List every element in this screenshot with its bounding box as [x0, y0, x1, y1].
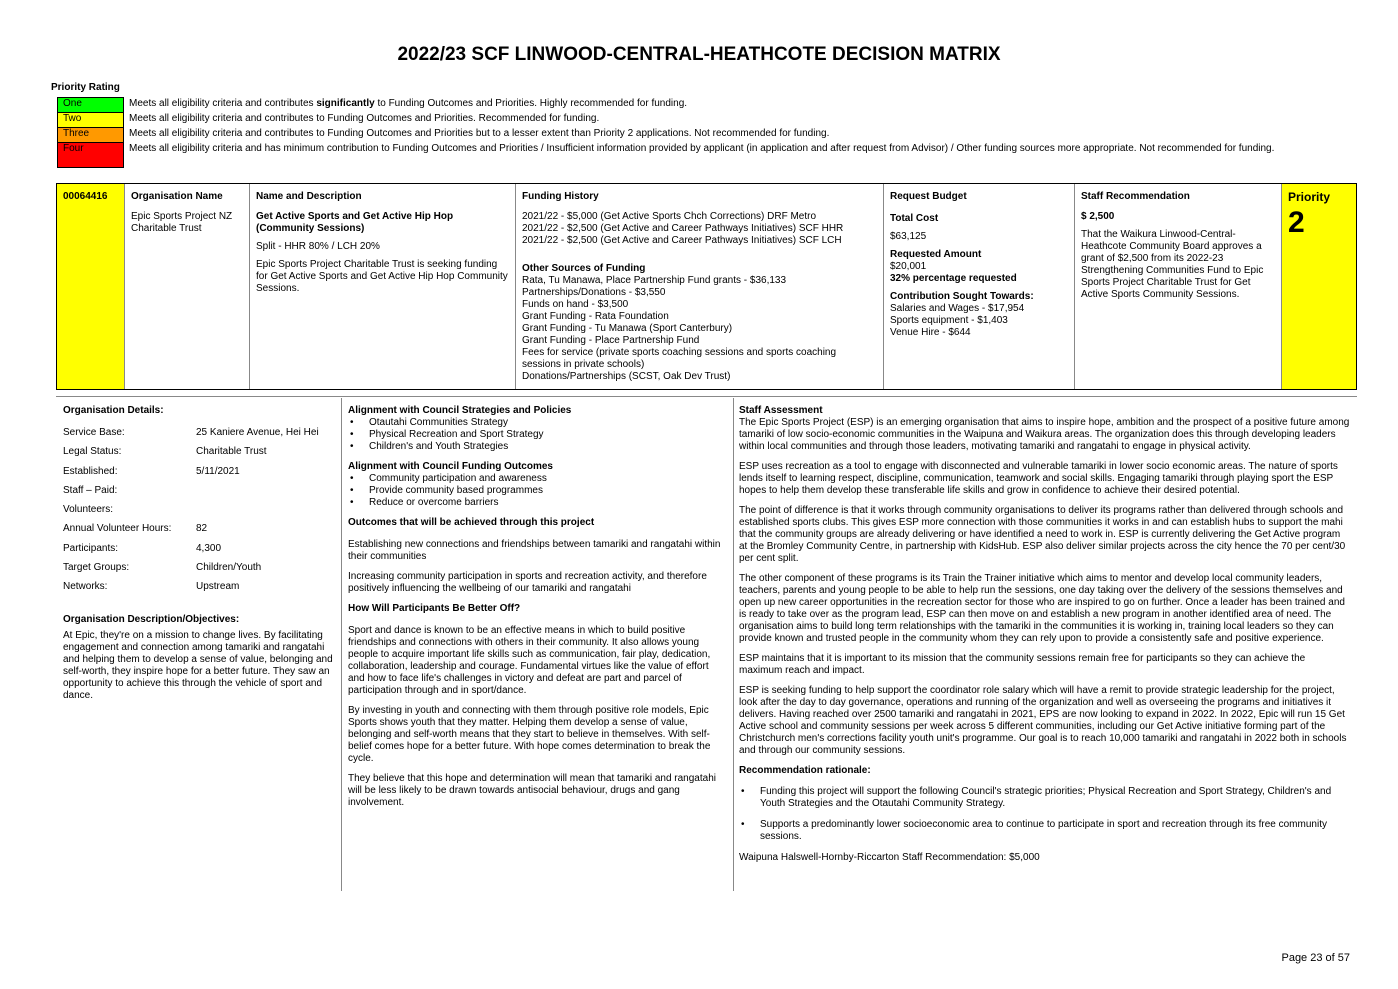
other-source-item: Grant Funding - Rata Foundation: [522, 311, 669, 322]
rationale-heading: Recommendation rationale:: [739, 765, 871, 776]
detail-row: Staff – Paid:: [63, 484, 118, 496]
application-id: 00064416: [57, 184, 125, 389]
detail-row: Annual Volunteer Hours: 82: [63, 523, 208, 535]
detail-row: Established: 5/11/2021: [63, 465, 240, 477]
rationale-item: • Funding this project will support the following Council's strategic priorities; Physical Recreation and Sport Strategy, Children's and Youth Strategies and the Otautahi Community Strategy.: [739, 786, 1351, 810]
org-description-heading: Organisation Description/Objectives:: [63, 613, 240, 625]
column-divider: [733, 398, 734, 891]
other-source-item: Partnerships/Donations - $3,550: [522, 287, 666, 298]
funding-split: Split - HHR 80% / LCH 20%: [256, 241, 380, 252]
detail-row: Legal Status: Charitable Trust: [63, 446, 267, 458]
assessment-paragraph: The Epic Sports Project (ESP) is an emerging organisation that aims to inspire hope, ambition and the prospect of a positive future among tamariki of low socio-economic communities in the Waipuna and Waikura areas. The organization does this through developing leaders within local communities and through those leaders, motivating tamariki and rangatahi to engage in physical activity.: [739, 417, 1350, 452]
page-number: Page 23 of 57: [1281, 952, 1350, 964]
project-title: Get Active Sports and Get Active Hip Hop (Community Sessions): [256, 211, 454, 234]
staff-recommendation-column: [1075, 184, 1282, 389]
staff-recommendation-text: That the Waikura Linwood-Central-Heathcote Community Board approves a grant of $2,500 from its 2022-23 Strengthening Communities Fund to Epic Sports Project Charitable Trust for Get Active Sports Community Sessions.: [1081, 229, 1264, 300]
name-description-heading: Name and Description: [256, 191, 362, 202]
detail-row: Volunteers:: [63, 504, 114, 516]
total-cost-label: Total Cost: [890, 213, 939, 224]
other-source-item: Donations/Partnerships (SCST, Oak Dev Trust): [522, 371, 731, 382]
outcome-item: • Reduce or overcome barriers: [348, 497, 728, 509]
staff-recommendation-heading: Staff Recommendation: [1081, 191, 1190, 202]
other-source-item: Funds on hand - $3,500: [522, 299, 629, 310]
assessment-paragraph: The point of difference is that it works through community organisations to deliver its programs rather than delivered through schools and established sports clubs. This gives ESP more connection with those communities it works in and can establish hubs to support the mahi that the community groups are already delivering or have identified a need to work in. ESP is currently delivering the Get Active program at the Bromley Community Centre, in partnership with KidsHub. ESP also deliver similar projects across the city hence the 70 per cent/30 per cent split.: [739, 505, 1346, 564]
other-source-item: Fees for service (private sports coaching sessions and sports coaching sessions in private schools): [522, 347, 837, 370]
funding-history-heading: Funding History: [522, 191, 599, 202]
priority-heading: Priority: [1288, 190, 1331, 204]
requested-amount-label: Requested Amount: [890, 249, 982, 260]
organisation-details: [63, 405, 335, 702]
legend-row-four: [57, 142, 1307, 168]
project-description: Epic Sports Project Charitable Trust is seeking funding for Get Active Sports and Get Active Hip Hop Community Sessions.: [256, 259, 508, 294]
outcome-item: • Provide community based programmes: [348, 485, 728, 497]
outcomes-heading: Alignment with Council Funding Outcomes: [348, 461, 553, 472]
other-board-recommendation: Waipuna Halswell-Hornby-Riccarton Staff Recommendation: $5,000: [739, 852, 1040, 863]
achieved-text: Establishing new connections and friendships between tamariki and rangatahi within their communities: [348, 539, 721, 562]
legend-text-two: Meets all eligibility criteria and contributes to Funding Outcomes and Priorities. Recommended for funding.: [129, 113, 600, 124]
legend-swatch-three: Three: [57, 127, 124, 142]
detail-row: Target Groups: Children/Youth: [63, 562, 262, 574]
contribution-heading: Contribution Sought Towards:: [890, 291, 1034, 302]
assessment-paragraph: ESP uses recreation as a tool to engage with disconnected and vulnerable tamariki in lower socio economic areas. The nature of sports lends itself to learning respect, discipline, communication, teamwork and social skills. Engaging tamariki through playing sport the ESP hopes to help them develop these transferable life skills and grow in confidence to achieve their desired potential.: [739, 461, 1338, 496]
funding-history-item: 2021/22 - $2,500 (Get Active and Career Pathways Initiatives) SCF HHR: [522, 223, 844, 234]
outcome-item: • Community participation and awareness: [348, 473, 728, 485]
legend-text-three: Meets all eligibility criteria and contributes to Funding Outcomes and Priorities but to a lesser extent than Priority 2 applications. Not recommended for funding.: [129, 128, 830, 139]
request-budget-heading: Request Budget: [890, 191, 967, 202]
priority-value: 2: [1288, 206, 1305, 239]
better-off-heading: How Will Participants Be Better Off?: [348, 603, 521, 614]
staff-recommended-amount: $ 2,500: [1081, 211, 1115, 222]
detail-row: Participants: 4,300: [63, 542, 222, 554]
priority-legend: [57, 97, 1307, 168]
detail-row: Networks: Upstream: [63, 581, 240, 593]
request-budget-column: [884, 184, 1075, 389]
priority-column: [1282, 184, 1356, 389]
staff-assessment-section: [739, 405, 1351, 864]
name-description-column: [250, 184, 516, 389]
page-title: 2022/23 SCF LINWOOD-CENTRAL-HEATHCOTE DECISION MATRIX: [397, 44, 1001, 65]
total-cost-value: $63,125: [890, 231, 927, 242]
rationale-item: • Supports a predominantly lower socioeconomic area to continue to participate in sport and recreation through its free community sessions.: [739, 819, 1351, 843]
assessment-paragraph: The other component of these programs is its Train the Trainer initiative which aims to mentor and develop local community leaders, teachers, parents and young people to be able to help run the sessions, one day taking over the delivery of the sessions themselves and open up new career opportunities in the recreation sector for those who are inspired to go on further. Once a leader has been trained and is ready to take over as the program lead, ESP can then move on and establish a new program in another identified area of need. The organisation aims to build long term relationships with the tamariki in the communities it is working in, training local leaders so they can provide known and trusted people in the community whom they can rely upon to provide a consistently safe and positive experience.: [739, 573, 1345, 644]
org-details-heading: Organisation Details:: [63, 405, 164, 416]
funding-history-item: 2021/22 - $5,000 (Get Active Sports Chch Corrections) DRF Metro: [522, 211, 817, 222]
better-off-text: They believe that this hope and determination will mean that tamariki and rangatahi will be less likely to be drawn towards antisocial behaviour, drugs and gang involvement.: [348, 773, 716, 808]
org-name-heading: Organisation Name: [131, 191, 223, 202]
legend-swatch-two: Two: [57, 112, 124, 127]
strategy-item: • Otautahi Communities Strategy: [348, 417, 728, 429]
legend-text-one: Meets all eligibility criteria and contributes significantly to Funding Outcomes and Priorities. Highly recommended for funding.: [129, 98, 688, 109]
org-name-column: [125, 184, 250, 389]
legend-swatch-one: One: [57, 97, 124, 112]
org-description-text: At Epic, they're on a mission to change lives. By facilitating engagement and connection among tamariki and rangatahi and helping them to develop a sense of value, belonging and self-worth, they inspire hope for a better future. They saw an opportunity to achieve this through the vehicle of sport and dance.: [63, 629, 333, 701]
alignment-section: [348, 405, 728, 809]
legend-row-two: [57, 112, 1307, 127]
column-divider: [341, 398, 342, 891]
assessment-paragraph: ESP is seeking funding to help support the coordinator role salary which will have a remit to provide strategic leadership for the project, look after the day to day governance, operations and running of the organization and well as overseeing the programs and initiatives it delivers. Having reached over 2500 tamariki and rangatahi in 2021, EPS are now looking to expand in 2022. In 2022, Epic will run 15 Get Active school and community sessions per week across 5 different communities, including our Get Active initiative forming part of the Christchurch men's corrections facility youth unit's programme. Our goal is to reach 10,000 tamariki and rangatahi in 2022 both in schools and through our community sessions.: [739, 685, 1347, 756]
strategies-heading: Alignment with Council Strategies and Policies: [348, 405, 572, 416]
other-sources-heading: Other Sources of Funding: [522, 263, 646, 274]
decision-matrix-table: [56, 183, 1357, 390]
legend-text-four: Meets all eligibility criteria and has minimum contribution to Funding Outcomes and Priorities / Insufficient information provided by applicant (in application and after request from Advisor) / Other funding sources more appropriate. Not recommended for funding.: [129, 143, 1275, 154]
achieved-heading: Outcomes that will be achieved through this project: [348, 517, 595, 528]
funding-history-column: [516, 184, 884, 389]
contribution-item: Venue Hire - $644: [890, 327, 971, 338]
funding-history-item: 2021/22 - $2,500 (Get Active and Career Pathways Initiatives) SCF LCH: [522, 235, 842, 246]
section-divider: [56, 396, 1357, 397]
contribution-item: Salaries and Wages - $17,954: [890, 303, 1025, 314]
strategy-item: • Children's and Youth Strategies: [348, 441, 728, 453]
other-source-item: Grant Funding - Tu Manawa (Sport Canterbury): [522, 323, 733, 334]
assessment-paragraph: ESP maintains that it is important to its mission that the community sessions remain free for participants so they can achieve the maximum reach and impact.: [739, 653, 1306, 676]
org-name: Epic Sports Project NZ Charitable Trust: [131, 211, 233, 234]
legend-row-one: [57, 97, 1307, 112]
contribution-item: Sports equipment - $1,403: [890, 315, 1008, 326]
percentage-requested: 32% percentage requested: [890, 273, 1017, 284]
requested-amount-value: $20,001: [890, 261, 927, 272]
achieved-text: Increasing community participation in sports and recreation activity, and therefore positively influencing the wellbeing of our tamariki and rangatahi: [348, 571, 707, 594]
better-off-text: By investing in youth and connecting with them through positive role models, Epic Sports shows youth that they matter. Helping them develop a sense of value, belonging and self-worth means that they start to believe in themselves. With self-belief comes hope for a better future. With hope comes determination to break the cycle.: [348, 705, 711, 764]
legend-swatch-four: Four: [57, 142, 124, 168]
better-off-text: Sport and dance is known to be an effective means in which to build positive friendships and connections with others in their community. It also allows young people to acquire important life skills such as communication, fair play, dedication, collaboration, leadership and courage. Fundamental virtues like the value of effort and how to face life's challenges in victory and defeat are part and parcel of participation through and in sport/dance.: [348, 625, 711, 696]
legend-row-three: [57, 127, 1307, 142]
staff-assessment-heading: Staff Assessment: [739, 405, 823, 416]
other-source-item: Grant Funding - Place Partnership Fund: [522, 335, 700, 346]
detail-row: Service Base: 25 Kaniere Avenue, Hei Hei: [63, 427, 319, 438]
other-source-item: Rata, Tu Manawa, Place Partnership Fund grants - $36,133: [522, 275, 787, 286]
strategy-item: • Physical Recreation and Sport Strategy: [348, 429, 728, 441]
priority-rating-heading: Priority Rating: [51, 82, 120, 93]
